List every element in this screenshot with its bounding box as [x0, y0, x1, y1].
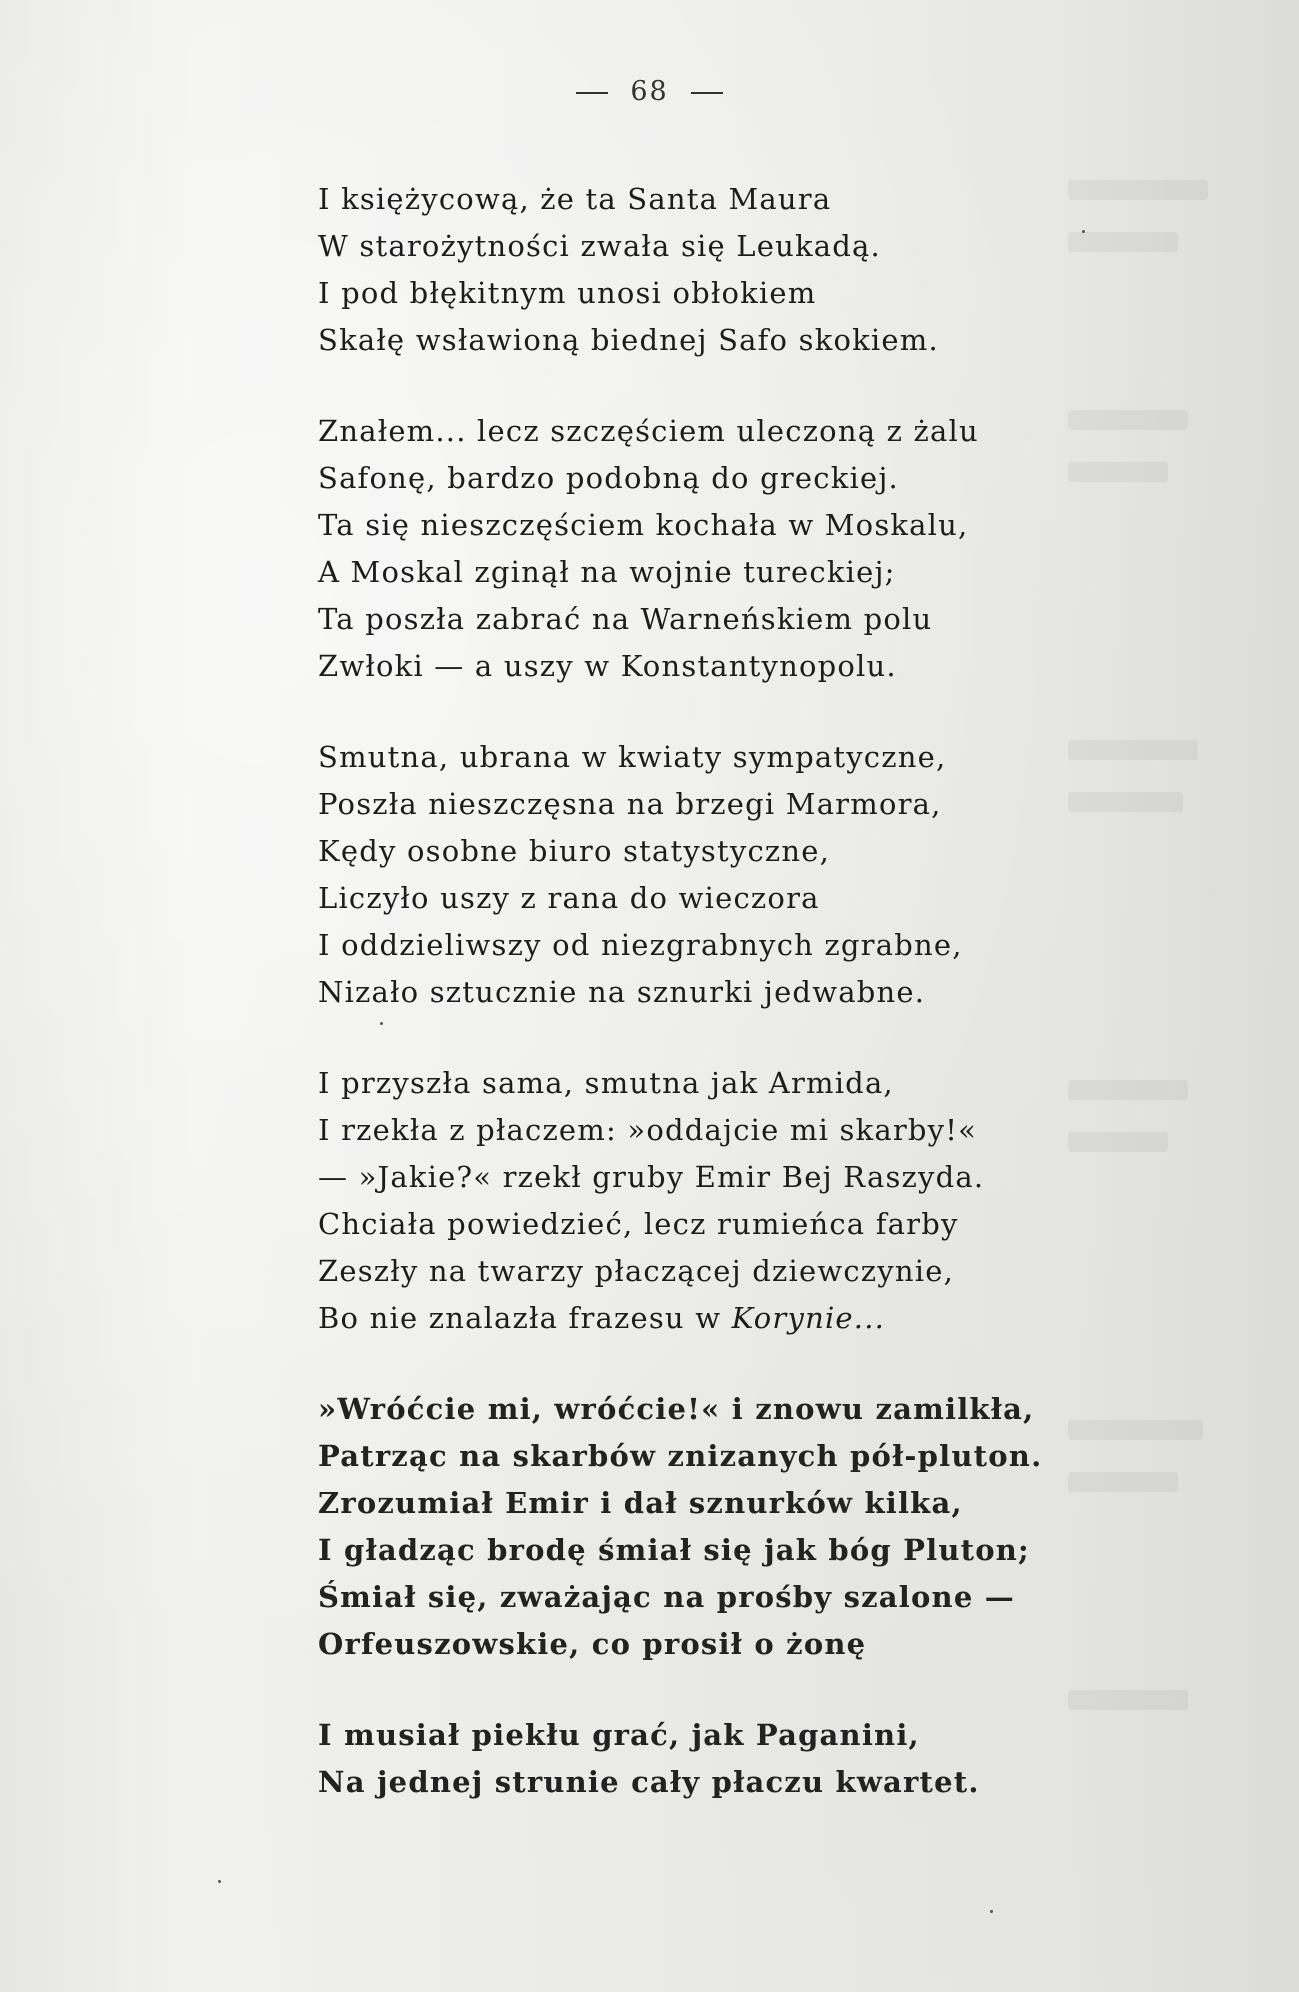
stanza [318, 176, 1098, 364]
paper-speck [1082, 230, 1085, 233]
verse-line: I rzekła z płaczem: »oddajcie mi skarby!« [318, 1113, 978, 1147]
verse-line: — »Jakie?« rzekł gruby Emir Bej Raszyda. [318, 1160, 985, 1194]
verse-line: A Moskal zginął na wojnie tureckiej; [318, 555, 896, 589]
verse-line: I przyszła sama, smutna jak Armida, [318, 1066, 894, 1100]
paper-speck [380, 1022, 383, 1025]
header-dash-right [691, 92, 723, 94]
verse-line [318, 1295, 1098, 1342]
verse-line-text: Bo nie znalazła frazesu w [318, 1301, 732, 1335]
stanza [318, 1712, 1098, 1806]
verse-line: Znałem... lecz szczęściem uleczoną z żalu [318, 414, 979, 448]
verse-line: Safonę, bardzo podobną do greckiej. [318, 461, 899, 495]
paper-speck [218, 1880, 221, 1883]
verse-line: I gładząc brodę śmiał się jak bóg Pluton; [318, 1533, 1030, 1567]
stanza [318, 1060, 1098, 1342]
poem-text [318, 176, 1098, 1850]
verse-line: Liczyło uszy z rana do wieczora [318, 881, 820, 915]
page-number: 68 [630, 76, 669, 107]
verse-line: Skałę wsławioną biednej Safo skokiem. [318, 323, 939, 357]
paper-speck [990, 1910, 993, 1913]
verse-line: I pod błękitnym unosi obłokiem [318, 276, 817, 310]
verse-line: I księżycową, że ta Santa Maura [318, 182, 832, 216]
header-dash-left [576, 92, 608, 94]
verse-line: Patrząc na skarbów znizanych pół-pluton. [318, 1439, 1043, 1473]
verse-line: Kędy osobne biuro statystyczne, [318, 834, 831, 868]
verse-line: Poszła nieszczęsna na brzegi Marmora, [318, 787, 942, 821]
verse-line: »Wróćcie mi, wróćcie!« i znowu zamilkła, [318, 1392, 1035, 1426]
stanza [318, 1386, 1098, 1668]
stanza [318, 408, 1098, 690]
verse-line: Chciała powiedzieć, lecz rumieńca farby [318, 1207, 959, 1241]
verse-line: I musiał piekłu grać, jak Paganini, [318, 1718, 920, 1752]
verse-line: Śmiał się, zważając na prośby szalone — [318, 1580, 1015, 1614]
verse-line: Ta się nieszczęściem kochała w Moskalu, [318, 508, 969, 542]
page-header [0, 76, 1299, 107]
verse-line: Ta poszła zabrać na Warneńskiem polu [318, 602, 933, 636]
verse-line: I oddzieliwszy od niezgrabnych zgrabne, [318, 928, 963, 962]
verse-line: Na jednej strunie cały płaczu kwartet. [318, 1765, 980, 1799]
italic-title: Korynie... [731, 1301, 886, 1335]
verse-line: Zeszły na twarzy płaczącej dziewczynie, [318, 1254, 954, 1288]
verse-line: Smutna, ubrana w kwiaty sympatyczne, [318, 740, 947, 774]
verse-line: W starożytności zwała się Leukadą. [318, 229, 881, 263]
verse-line: Orfeuszowskie, co prosił o żonę [318, 1627, 867, 1661]
verse-line: Zwłoki — a uszy w Konstantynopolu. [318, 649, 897, 683]
stanza [318, 734, 1098, 1016]
verse-line: Zrozumiał Emir i dał sznurków kilka, [318, 1486, 963, 1520]
verse-line: Nizało sztucznie na sznurki jedwabne. [318, 975, 926, 1009]
